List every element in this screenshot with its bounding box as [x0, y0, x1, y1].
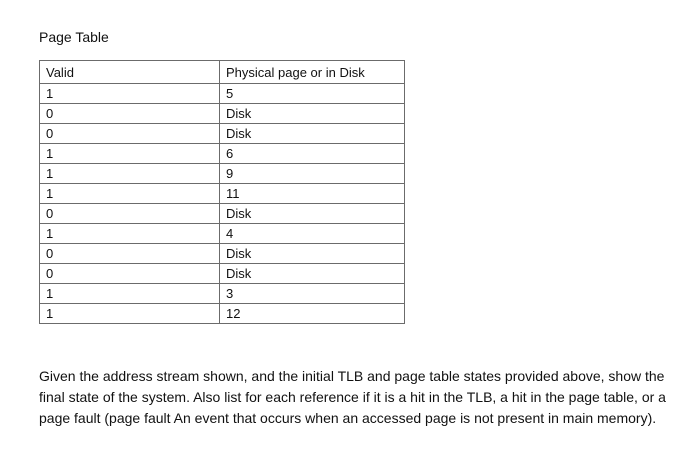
table-row — [40, 224, 405, 244]
valid-cell: 0 — [40, 244, 220, 264]
valid-cell: 1 — [40, 224, 220, 244]
table-row — [40, 84, 405, 104]
valid-cell: 0 — [40, 264, 220, 284]
instructions-paragraph: Given the address stream shown, and the initial TLB and page table states provided above, show the final state of the system. Also list for each reference if it is a hit in the TLB, a hit in the page table, or a page fault (page fault An event that occurs when an accessed page is not present in main memory). — [39, 368, 666, 426]
physical-page-cell: Disk — [220, 264, 405, 284]
table-row — [40, 184, 405, 204]
physical-page-cell: 11 — [220, 184, 405, 204]
physical-page-cell: 12 — [220, 304, 405, 324]
table-row — [40, 264, 405, 284]
physical-page-cell: 9 — [220, 164, 405, 184]
physical-page-cell: 6 — [220, 144, 405, 164]
table-row — [40, 104, 405, 124]
valid-cell: 0 — [40, 204, 220, 224]
physical-page-cell: Disk — [220, 204, 405, 224]
valid-cell: 0 — [40, 124, 220, 144]
valid-cell: 1 — [40, 84, 220, 104]
valid-cell: 1 — [40, 164, 220, 184]
table-row — [40, 144, 405, 164]
page-table — [39, 60, 405, 324]
physical-page-cell: 3 — [220, 284, 405, 304]
table-header-row — [40, 61, 405, 84]
page-title: Page Table — [39, 29, 109, 45]
physical-page-column-header: Physical page or in Disk — [220, 61, 405, 84]
table-row — [40, 284, 405, 304]
table-row — [40, 204, 405, 224]
valid-cell: 1 — [40, 184, 220, 204]
physical-page-cell: Disk — [220, 124, 405, 144]
valid-column-header: Valid — [40, 61, 220, 84]
valid-cell: 1 — [40, 284, 220, 304]
physical-page-cell: 5 — [220, 84, 405, 104]
valid-cell: 1 — [40, 144, 220, 164]
physical-page-cell: Disk — [220, 104, 405, 124]
physical-page-cell: Disk — [220, 244, 405, 264]
physical-page-cell: 4 — [220, 224, 405, 244]
table-row — [40, 244, 405, 264]
table-row — [40, 164, 405, 184]
valid-cell: 1 — [40, 304, 220, 324]
table-row — [40, 124, 405, 144]
valid-cell: 0 — [40, 104, 220, 124]
table-row — [40, 304, 405, 324]
